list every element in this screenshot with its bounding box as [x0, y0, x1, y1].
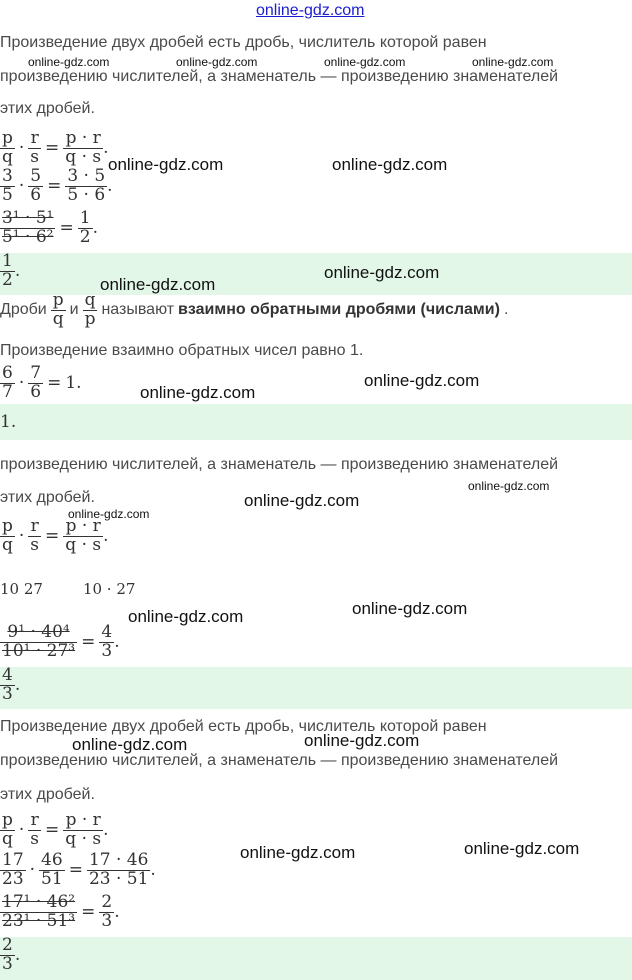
answer-box-2: 1. — [0, 404, 632, 440]
reciprocal-product: Произведение взаимно обратных чисел равно 1. — [0, 342, 364, 359]
rule-line-3: этих дробей. — [0, 100, 95, 117]
watermark: online-gdz.com — [352, 599, 468, 618]
general-formula-2: $\frac{p}{q}$ · $\frac{r}{s}$ = $\frac{p \cdot r}{q \cdot s}$ . — [2, 516, 109, 555]
answer-box-4: $\frac{2}{3}$ . — [0, 937, 632, 980]
example-2-formula: $\frac{6}{7}$ · $\frac{7}{6}$ = 1. — [2, 363, 82, 402]
rule-line-2-repeat: произведению числителей, а знаменатель — произведению знаменателей — [0, 456, 559, 473]
rule-line-3-repeat: этих дробей. — [0, 489, 95, 506]
watermark: online-gdz.com — [128, 607, 244, 626]
watermark: online-gdz.com — [324, 263, 440, 282]
answer-box-1: $\frac{1}{2}$ . — [0, 253, 632, 295]
example-3-partial: 10 27 10 · 27 — [0, 580, 136, 598]
watermark: online-gdz.com — [140, 383, 256, 402]
reciprocal-definition: Дроби $\frac{p}{q}$ и $\frac{q}{p}$ называют взаимно обратными дробями (числами) . — [0, 290, 509, 329]
example-4-formula: $\frac{17}{23}$ · $\frac{46}{51}$ = $\frac{17 \cdot 46}{23 \cdot 51}$ . — [2, 850, 156, 889]
example-4-cancel: $\frac{\text{17¹ · 46²}}{\text{23¹ · 51³}}$ = $\frac{2}{3}$ . — [2, 892, 120, 931]
watermark: online-gdz.com — [324, 55, 406, 69]
watermark: online-gdz.com — [108, 155, 224, 174]
watermark: online-gdz.com — [464, 839, 580, 858]
rule-line-2-b3: произведению числителей, а знаменатель — произведению знаменателей — [0, 752, 559, 769]
watermark: online-gdz.com — [68, 507, 150, 521]
rule-line-1-b3: Произведение двух дробей есть дробь, числитель которой равен — [0, 718, 487, 735]
rule-line-3-b3: этих дробей. — [0, 786, 95, 803]
answer-box-3: $\frac{4}{3}$ . — [0, 667, 632, 709]
watermark: online-gdz.com — [332, 155, 448, 174]
site-header-link[interactable]: online-gdz.com — [256, 2, 365, 19]
general-formula: $\frac{p}{q}$ · $\frac{r}{s}$ = $\frac{p \cdot r}{q \cdot s}$ . — [2, 128, 109, 167]
rule-line-1: Произведение двух дробей есть дробь, числитель которой равен — [0, 34, 487, 51]
watermark: online-gdz.com — [364, 371, 480, 390]
watermark: online-gdz.com — [304, 731, 420, 750]
watermark: online-gdz.com — [100, 275, 216, 294]
watermark: online-gdz.com — [244, 491, 360, 510]
example-3-cancel: $\frac{\text{9¹ · 40⁴}}{\text{10¹ · 27³}}$ = $\frac{4}{3}$ . — [2, 622, 120, 661]
watermark: online-gdz.com — [240, 843, 356, 862]
watermark: online-gdz.com — [176, 55, 258, 69]
watermark: online-gdz.com — [468, 479, 550, 493]
example-1-cancel: $\frac{\text{3¹ · 5¹}}{\text{5¹ · 6²}}$ = $\frac{1}{2}$ . — [2, 208, 98, 247]
general-formula-3: $\frac{p}{q}$ · $\frac{r}{s}$ = $\frac{p \cdot r}{q \cdot s}$ . — [2, 810, 109, 849]
watermark: online-gdz.com — [28, 55, 110, 69]
rule-line-2: произведению числителей, а знаменатель — произведению знаменателей — [0, 68, 559, 85]
watermark: online-gdz.com — [72, 735, 188, 754]
watermark: online-gdz.com — [472, 55, 554, 69]
example-1-formula: $\frac{3}{5}$ · $\frac{5}{6}$ = $\frac{3 \cdot 5}{5 \cdot 6}$ . — [2, 166, 113, 205]
